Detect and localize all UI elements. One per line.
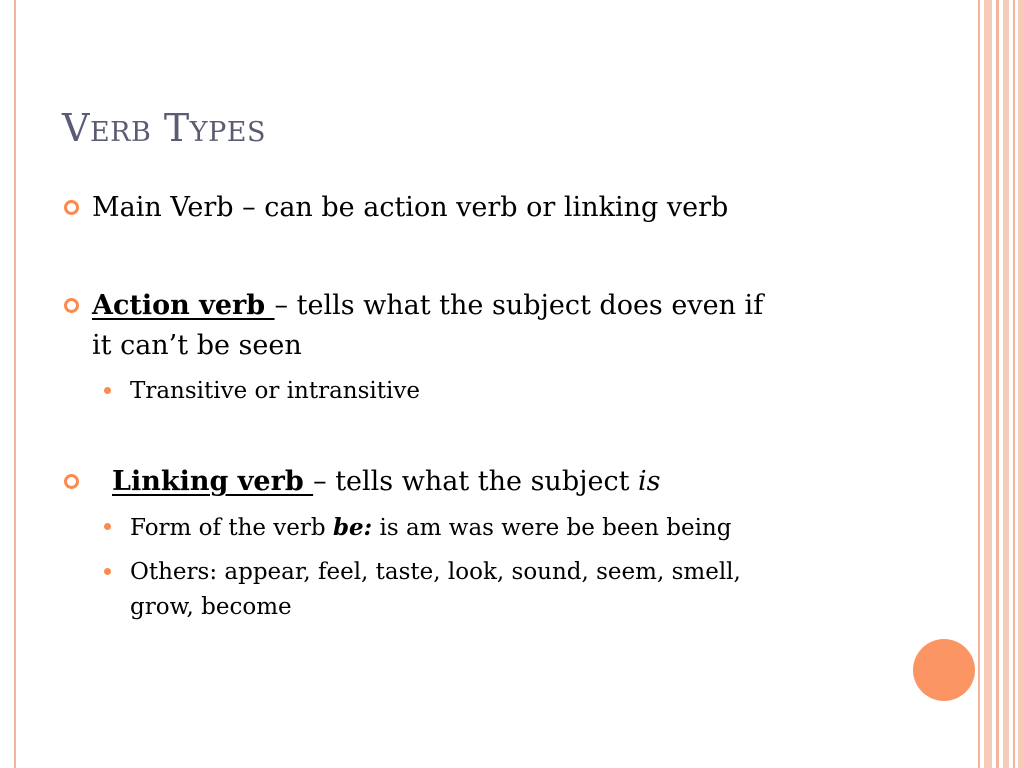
right-stripe: [978, 0, 980, 768]
right-stripe: [996, 0, 999, 768]
definition-text: – tells what the subject: [313, 466, 639, 497]
right-stripe: [1013, 0, 1015, 768]
sub-bullet-dot-icon: [104, 568, 111, 575]
definition-italic: is: [638, 466, 661, 497]
sub-bullet-dot-icon: [104, 523, 111, 530]
sub-bullet-dot-icon: [104, 387, 111, 394]
sub-bullet-text-after: is am was were be been being: [372, 515, 732, 541]
definition-line-2: it can’t be seen: [92, 330, 302, 361]
bullet-text: [112, 462, 661, 502]
bullet-ring-icon: [64, 200, 79, 215]
sub-bullet-text: Transitive or intransitive: [130, 378, 420, 404]
bullet-ring-icon: [64, 474, 79, 489]
right-stripe: [1003, 0, 1009, 768]
sub-bullet-text-before: Form of the verb: [130, 515, 333, 541]
term-linking-verb: Linking verb: [112, 466, 314, 497]
definition-line-1: – tells what the subject does even if: [274, 290, 764, 321]
bullet-text: [92, 286, 763, 326]
slide-title: Verb Types: [62, 106, 266, 150]
sub-bullet-text-line-1: Others: appear, feel, taste, look, sound, seem, smell,: [130, 559, 741, 585]
right-stripe: [984, 0, 992, 768]
sub-bullet-be: be:: [332, 514, 373, 541]
bullet-text: Main Verb – can be action verb or linking verb: [92, 192, 729, 223]
right-stripe: [1018, 0, 1024, 768]
term-action-verb: Action verb: [92, 290, 275, 321]
sub-bullet-text: [130, 510, 731, 546]
sub-bullet-text-line-2: grow, become: [130, 594, 292, 620]
decorative-circle: [913, 639, 975, 701]
frame-left-line: [14, 0, 16, 768]
bullet-ring-icon: [64, 298, 79, 313]
